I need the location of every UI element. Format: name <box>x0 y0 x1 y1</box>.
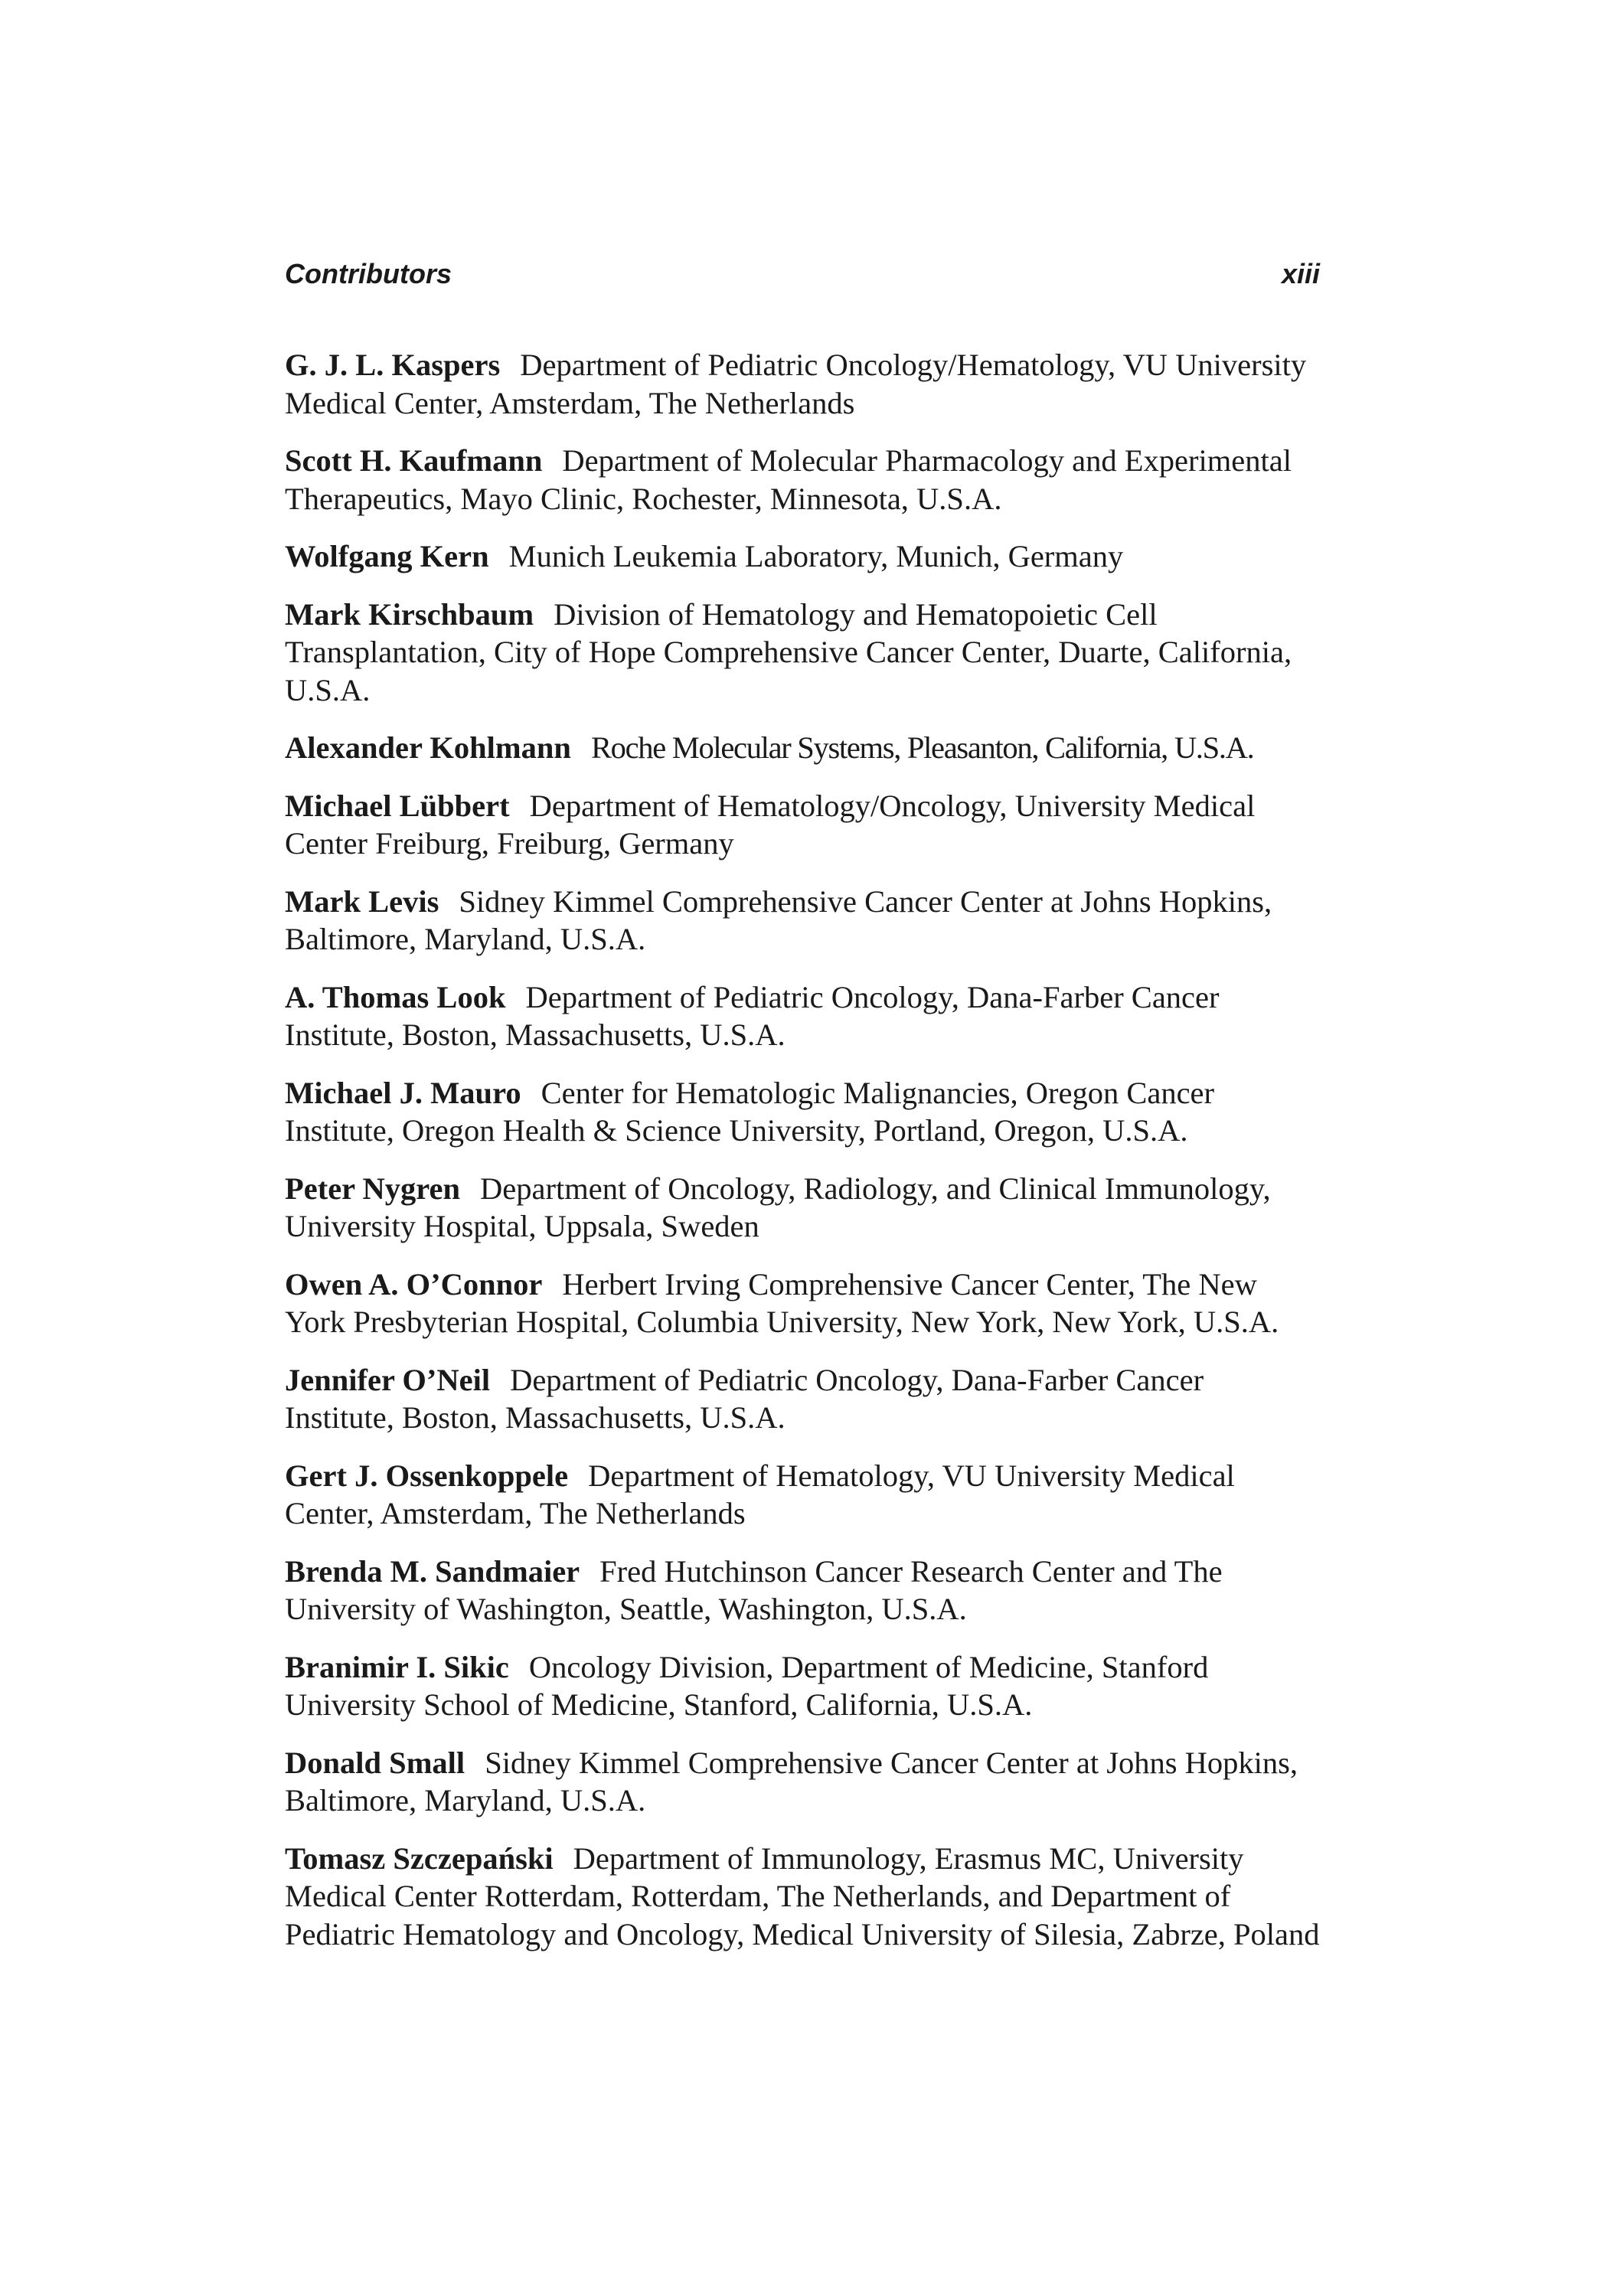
contributor-affiliation: Department of Hematology, VU University Medical Center, Amsterdam, The Netherlands <box>285 1458 1235 1530</box>
page-number: xiii <box>1281 258 1320 289</box>
contributor-name: Michael J. Mauro <box>285 1075 521 1110</box>
contributor-entry <box>285 346 1320 422</box>
contributor-entry <box>285 1553 1320 1628</box>
contributor-entry <box>285 1266 1320 1341</box>
contributor-entry <box>285 442 1320 518</box>
contributor-entry <box>285 1170 1320 1246</box>
contributor-name: Alexander Kohlmann <box>285 730 571 765</box>
contributor-affiliation: Herbert Irving Comprehensive Cancer Center, The New York Presbyterian Hospital, Columbia University, New York, New York, U.S.A. <box>285 1266 1279 1339</box>
contributor-affiliation: Fred Hutchinson Cancer Research Center and The University of Washington, Seattle, Washington, U.S.A. <box>285 1553 1223 1626</box>
contributor-affiliation: Oncology Division, Department of Medicine, Stanford University School of Medicine, Stanford, California, U.S.A. <box>285 1649 1209 1722</box>
contributor-name: Mark Kirschbaum <box>285 596 534 632</box>
contributor-name: Mark Levis <box>285 883 439 919</box>
contributor-entry <box>285 596 1320 710</box>
contributor-entry <box>285 978 1320 1054</box>
contributor-affiliation: Sidney Kimmel Comprehensive Cancer Center at Johns Hopkins, Baltimore, Maryland, U.S.A. <box>285 883 1272 956</box>
contributor-name: Donald Small <box>285 1745 465 1780</box>
contributor-name: Michael Lübbert <box>285 788 510 823</box>
contributor-affiliation: Munich Leukemia Laboratory, Munich, Germany <box>508 539 1124 573</box>
contributor-entry <box>285 537 1320 576</box>
running-title: Contributors <box>285 258 452 289</box>
contributor-name: Owen A. O’Connor <box>285 1266 543 1302</box>
contributor-entry <box>285 1361 1320 1437</box>
contributor-name: Jennifer O’Neil <box>285 1362 491 1397</box>
contributor-entry <box>285 1840 1320 1954</box>
running-head <box>285 255 1320 293</box>
contributor-affiliation: Department of Molecular Pharmacology and Experimental Therapeutics, Mayo Clinic, Rochester, Minnesota, U.S.A. <box>285 443 1292 516</box>
contributor-name: G. J. L. Kaspers <box>285 348 501 382</box>
contributor-entry <box>285 1744 1320 1820</box>
contributor-affiliation: Sidney Kimmel Comprehensive Cancer Center at Johns Hopkins, Baltimore, Maryland, U.S.A. <box>285 1745 1298 1818</box>
contributor-entry <box>285 1648 1320 1724</box>
contributor-name: Peter Nygren <box>285 1171 461 1206</box>
contributor-entry <box>285 787 1320 863</box>
contributor-affiliation: Department of Pediatric Oncology, Dana-Farber Cancer Institute, Boston, Massachusetts, U.S.A. <box>285 1362 1204 1435</box>
contributor-affiliation: Department of Immunology, Erasmus MC, University Medical Center Rotterdam, Rotterdam, The Netherlands, and Department of Pediatric Hematology and Oncology, Medical University of Silesia, Zabrze, Poland <box>285 1840 1320 1951</box>
contributor-affiliation: Roche Molecular Systems, Pleasanton, California, U.S.A. <box>590 730 1254 765</box>
contributor-name: A. Thomas Look <box>285 979 506 1014</box>
contributor-affiliation: Department of Pediatric Oncology, Dana-Farber Cancer Institute, Boston, Massachusetts, U.S.A. <box>285 979 1220 1052</box>
contributor-name: Branimir I. Sikic <box>285 1649 509 1684</box>
contributor-affiliation: Division of Hematology and Hematopoietic Cell Transplantation, City of Hope Comprehensive Cancer Center, Duarte, California, U.S.A. <box>285 596 1292 707</box>
contributor-name: Wolfgang Kern <box>285 539 489 573</box>
contributor-affiliation: Department of Hematology/Oncology, University Medical Center Freiburg, Freiburg, Germany <box>285 788 1256 861</box>
contributor-affiliation: Department of Oncology, Radiology, and Clinical Immunology, University Hospital, Uppsala, Sweden <box>285 1171 1271 1243</box>
contributor-name: Brenda M. Sandmaier <box>285 1553 580 1589</box>
contributor-affiliation: Department of Pediatric Oncology/Hematology, VU University Medical Center, Amsterdam, The Netherlands <box>285 348 1307 420</box>
contributor-name: Gert J. Ossenkoppele <box>285 1458 569 1493</box>
contributor-name: Scott H. Kaufmann <box>285 443 543 478</box>
contributor-entry <box>285 1457 1320 1533</box>
contributor-name: Tomasz Szczepański <box>285 1840 554 1876</box>
contributor-affiliation: Center for Hematologic Malignancies, Oregon Cancer Institute, Oregon Health & Science University, Portland, Oregon, U.S.A. <box>285 1075 1215 1148</box>
contributor-list <box>285 346 1320 1973</box>
contributor-entry <box>285 729 1320 767</box>
contributor-entry <box>285 883 1320 959</box>
contributor-entry <box>285 1074 1320 1150</box>
